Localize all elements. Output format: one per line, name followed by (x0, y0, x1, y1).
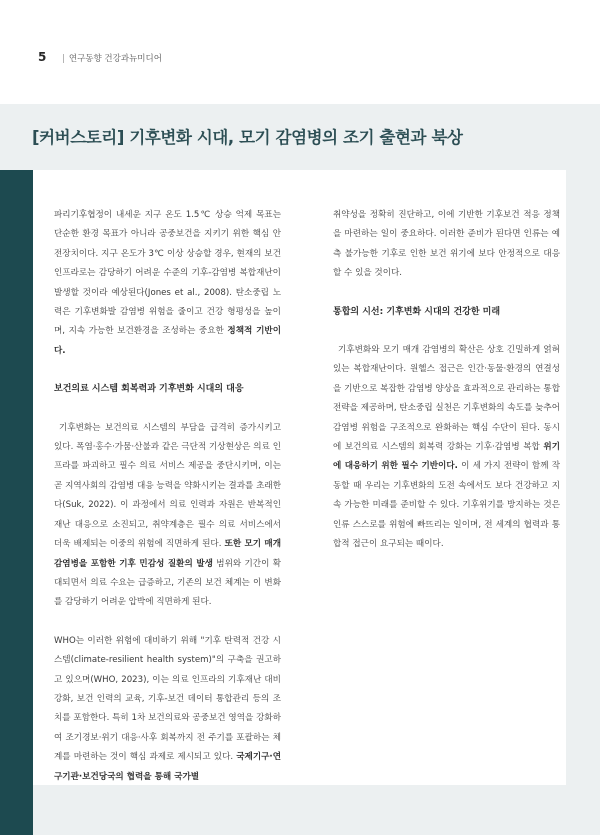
paragraph (54, 632, 281, 787)
paragraph (333, 341, 560, 554)
left-column (54, 206, 281, 787)
spacer (54, 400, 281, 419)
paragraph-text: 파리기후협정이 내세운 지구 온도 1.5℃ 상승 억제 목표는 단순한 환경 목표가 아니라 공중보건을 지키기 위한 핵심 안전장치이다. 지구 온도가 3℃ 이상 상승할 경우, 현재의 보건 인프라로는 감당하기 어려운 수준의 기후-감염병 복합재난이 발생할 것이라 예상된다(Jones et al., 2008). 탄소중립 노력은 기후변화발 감염병 위험을 줄이고 건강 형평성을 높이며, 지속 가능한 보건환경을 조성하는 중요한 (54, 210, 281, 337)
right-column (333, 206, 560, 555)
paragraph-bold-text: 정책적 기반이다. (54, 326, 281, 356)
spacer (333, 322, 560, 341)
paragraph-bold-text: 국제기구·연구기관·보건당국의 협력을 통해 국가별 (54, 752, 281, 782)
header-separator: | (62, 54, 65, 64)
paragraph-bold-text: 위기에 대응하기 위한 필수 기반이다. (333, 442, 560, 472)
section-heading: 보건의료 시스템 회복력과 기후변화 시대의 대응 (54, 384, 244, 395)
paragraph-text: 기후변화는 보건의료 시스템의 부담을 급격히 증가시키고 있다. 폭염·홍수·가뭄·산불과 같은 극단적 기상현상은 의료 인프라를 파괴하고 필수 의료 서비스 제공을 중단시키며, 이는 곧 지역사회의 감염병 대응 능력을 약화시키는 결과를 초래한다(Suk, 2022). 이 과정에서 의료 인력과 자원은 반복적인 재난 대응으로 소진되고, 취약계층은 필수 의료 서비스에서 더욱 배제되는 이중의 위험에 직면하게 된다. (54, 422, 281, 550)
article-title (32, 124, 463, 148)
paragraph-text: 범위와 기간이 확대되면서 의료 수요는 급증하고, 기존의 보건 체계는 이 변화를 감당하기 어려운 압박에 직면하게 된다. (54, 558, 282, 608)
paragraph-text: 취약성을 정확히 진단하고, 이에 기반한 기후보건 적응 정책을 마련하는 일이 중요하다. 이러한 준비가 된다면 인류는 예측 불가능한 기후로 인한 보건 위기에 보다 안정적으로 대응할 수 있을 것이다. (333, 210, 560, 279)
paragraph (54, 206, 281, 361)
journal-title: 연구동향 건강과뉴미디어 (68, 54, 162, 64)
paragraph (54, 419, 281, 613)
paragraph (333, 206, 560, 284)
paragraph-bold-text: 또한 모기 매개 감염병을 포함한 기후 민감성 질환의 발생 (54, 539, 282, 569)
section-heading: 통합의 시선: 기후변화 시대의 건강한 미래 (333, 306, 501, 317)
page-number: 5 (38, 50, 47, 64)
spacer (333, 284, 560, 303)
journal-name (62, 52, 162, 64)
paragraph-text: 기후변화와 모기 매개 감염병의 확산은 상호 긴밀하게 얽혀 있는 복합재난이다. 원헬스 접근은 인간·동물·환경의 연결성을 기반으로 복잡한 감염병 양상을 효과적으로 관리하는 통합 전략을 제공하며, 탄소중립 실천은 기후변화의 속도를 늦추어 감염병 위험을 구조적으로 완화하는 핵심 수단이 된다. 동시에 보건의료 시스템의 회복력 강화는 기후·감염병 복합 (333, 345, 560, 453)
accent-side-bar (0, 170, 33, 835)
spacer (54, 361, 281, 380)
page-header (0, 0, 600, 104)
article-title-tag: [커버스토리] (32, 128, 124, 147)
article-title-text: 기후변화 시대, 모기 감염병의 조기 출현과 북상 (129, 128, 463, 147)
paragraph-text: WHO는 이러한 위험에 대비하기 위해 "기후 탄력적 건강 시스템(climate-resilient health system)"의 구축을 권고하고 있으며(WHO, 2023), 이는 의료 인프라의 기후재난 대비 강화, 보건 인력의 교육, 기후-보건 데이터 통합관리 등의 조치를 포함한다. 특히 1차 보건의료와 공중보건 영역을 강화하여 조기경보·위기 대응·사후 회복까지 전 주기를 포괄하는 체계를 마련하는 것이 핵심 과제로 제시되고 있다. (54, 635, 281, 763)
paragraph-text: 이 세 가지 전략이 함께 작동할 때 우리는 기후변화의 도전 속에서도 보다 건강하고 지속 가능한 미래를 준비할 수 있다. 기후위기를 방지하는 것은 인류 스스로를 위험에 빠뜨리는 일이며, 전 세계의 협력과 통합적 접근이 요구되는 때이다. (333, 461, 560, 550)
spacer (54, 613, 281, 632)
